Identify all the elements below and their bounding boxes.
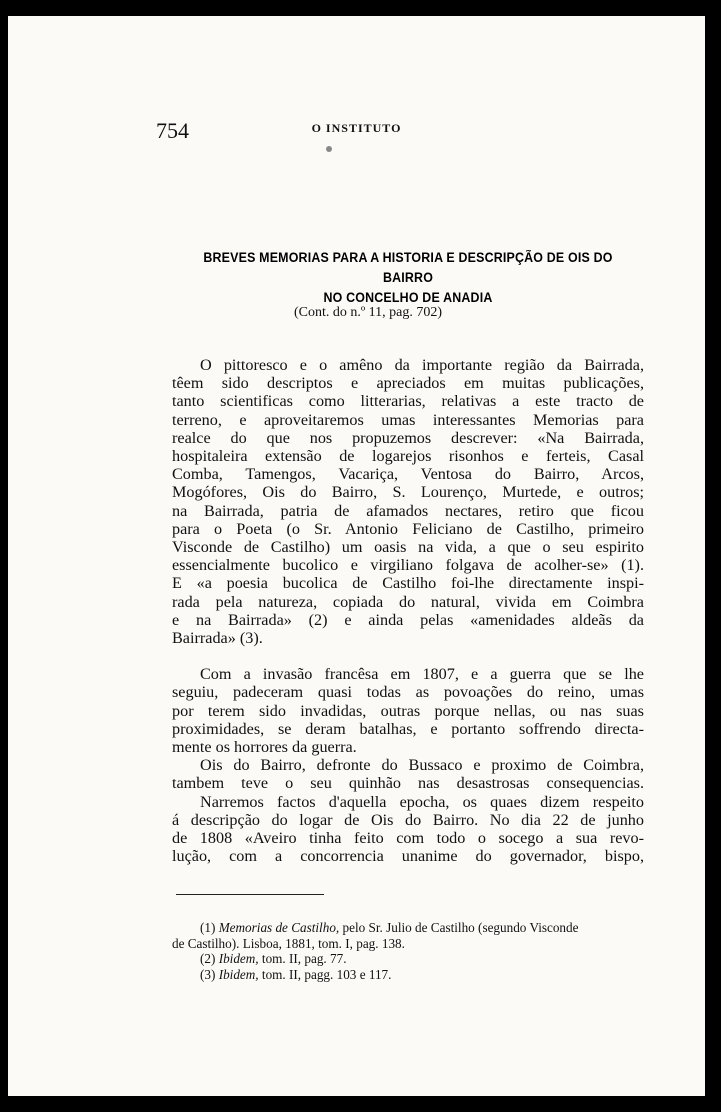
body-line: rada pela natureza, copiada do natural, vivida em Coimbra (172, 592, 644, 611)
footnote-marker: (2) (200, 951, 216, 967)
footnote-title: Ibidem, (218, 951, 259, 967)
body-line: Com a invasão francêsa em 1807, e a guerra que se lhe (200, 665, 644, 684)
footnote-text: tom. II, pag. 77. (261, 951, 347, 967)
paragraph-gap (172, 647, 644, 665)
footnote-3 (172, 967, 646, 983)
body-line: essencialmente bucolico e virgiliano folgava de acolher-se» (1). (172, 556, 644, 575)
footnote-1-cont: de Castilho). Lisboa, 1881, tom. I, pag. 138. (172, 935, 405, 951)
footnote-1 (172, 920, 646, 936)
scanned-page (8, 16, 705, 1096)
body-line: para o Poeta (o Sr. Antonio Feliciano de Castilho, primeiro (172, 519, 644, 538)
page-number: 754 (156, 118, 189, 143)
body-line: e na Bairrada» (2) e ainda pelas «amenidades aldeãs da (172, 610, 644, 629)
footnote-marker: (3) (200, 966, 216, 982)
ink-speck (326, 146, 332, 152)
body-line: por terem sido invadidas, outras porque nellas, ou nas suas (172, 701, 644, 720)
body-line: á descripção do logar de Ois do Bairro. No dia 22 de junho (172, 810, 644, 829)
body-line: Mogófores, Ois do Bairro, S. Lourenço, Murtede, e outros; (172, 483, 644, 502)
body-line: Comba, Tamengos, Vacariça, Ventosa do Bairro, Arcos, (172, 465, 644, 484)
footnote-text: tom. II, pagg. 103 e 117. (261, 966, 392, 982)
article-title-line-1: BREVES MEMORIAS PARA A HISTORIA E DESCRIPÇÃO DE OIS DO BAIRRO (203, 250, 613, 285)
body-line: de 1808 «Aveiro tinha feito com todo o socego a sua revo- (172, 829, 644, 848)
footnote-text: pelo Sr. Julio de Castilho (segundo Visconde (342, 920, 579, 935)
footnote-title: Memorias de Castilho, (218, 920, 340, 935)
body-line: realce do que nos propuzemos descrever: «Na Bairrada, (172, 428, 644, 447)
body-line: Ois do Bairro, defronte do Bussaco e proximo de Coimbra, (200, 756, 644, 775)
body-line: Bairrada» (3). (172, 629, 263, 648)
body-text (172, 356, 644, 865)
body-line: E «a poesia bucolica de Castilho foi-lhe directamente inspi- (172, 574, 644, 593)
body-line: lução, com a concorrencia unanime do governador, bispo, (172, 847, 644, 866)
body-line: hospitaleira extensão de logarejos risonhos e ferteis, Casal (172, 447, 644, 466)
body-line: seguiu, padeceram quasi todas as povoações do reino, umas (172, 683, 644, 702)
body-line: terreno, e aproveitaremos umas interessantes Memorias para (172, 410, 644, 429)
body-line: proximidades, se deram batalhas, e portanto soffrendo directa- (172, 719, 644, 738)
article-title (187, 248, 629, 308)
footnote-title: Ibidem, (218, 966, 259, 982)
footnotes (172, 920, 646, 982)
body-line: tambem teve o seu quinhão nas desastrosas consequencias. (172, 774, 644, 793)
footnote-rule (176, 894, 324, 895)
article-title-line-2: NO CONCELHO DE ANADIA (323, 290, 493, 305)
body-line: na Bairrada, patria de afamados nectares, retiro que ficou (172, 501, 644, 520)
body-line: O pittoresco e o amêno da importante região da Bairrada, (200, 356, 644, 374)
running-head: O INSTITUTO (311, 121, 402, 135)
body-line: tanto scientificas como litterarias, relativas a este tracto de (172, 392, 644, 411)
footnote-marker: (1) (200, 920, 216, 935)
body-line: têem sido descriptos e apreciados em muitas publicações, (172, 374, 644, 393)
body-line: mente os horrores da guerra. (172, 738, 357, 757)
continuation-note: (Cont. do n.º 11, pag. 702) (293, 305, 443, 320)
body-line: Visconde de Castilho) um oasis na vida, a que o seu espirito (172, 538, 644, 557)
body-line: Narremos factos d'aquella epocha, os quaes dizem respeito (200, 792, 644, 811)
footnote-2 (172, 951, 646, 967)
